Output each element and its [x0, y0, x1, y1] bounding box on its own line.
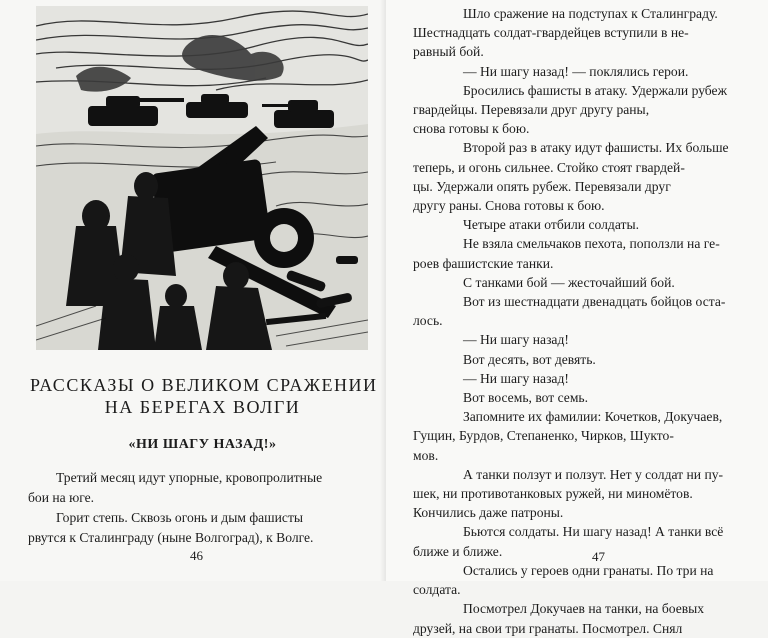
text-line: Не взяла смельчаков пехота, поползли на ге- — [463, 236, 720, 252]
text-line: — Ни шагу назад! — [463, 370, 569, 386]
text-line: Вот десять, вот девять. — [463, 351, 596, 367]
text-line: рвутся к Сталинграду (ныне Волгоград), к Волге. — [28, 530, 314, 545]
text-line: Четыре атаки отбили солдаты. — [463, 217, 639, 233]
text-line: С танками бой — жесточайший бой. — [463, 274, 675, 290]
text-line: — Ни шагу назад! — поклялись герои. — [463, 63, 689, 79]
text-line: бои на юге. — [28, 490, 95, 505]
text-line: Бросились фашисты в атаку. Удержали рубеж — [463, 82, 727, 98]
text-line: Шло сражение на подступах к Сталинграду. — [463, 6, 718, 21]
text-line: Посмотрел Докучаев на танки, на боевых — [463, 601, 705, 617]
left-page-text — [28, 468, 368, 548]
text-line: Горит степь. Сквозь огонь и дым фашисты — [56, 510, 304, 525]
text-line: цы. Удержали опять рубеж. Перевязали друг — [413, 178, 671, 194]
text-line: Бьются солдаты. Ни шагу назад! А танки всё — [463, 524, 724, 540]
text-line: роев фашистские танки. — [413, 255, 554, 271]
text-line: Запомните их фамилии: Кочетков, Докучаев, — [463, 409, 723, 425]
text-line: Вот восемь, вот семь. — [463, 390, 589, 406]
text-line: теперь, и огонь сильнее. Стойко стоят гвардей- — [413, 159, 685, 175]
left-page — [0, 0, 386, 581]
text-line: лось. — [413, 313, 443, 329]
text-line: равный бой. — [413, 44, 484, 60]
text-line: Остались у героев одни гранаты. По три на — [463, 562, 714, 578]
text-line: Третий месяц идут упорные, кровопролитные — [56, 470, 323, 485]
section-title-line: РАССКАЗЫ О ВЕЛИКОМ СРАЖЕНИИ — [30, 375, 378, 395]
story-title: «НИ ШАГУ НАЗАД!» — [128, 437, 277, 452]
text-line: Кончились даже патроны. — [413, 505, 564, 521]
text-line: мов. — [413, 447, 439, 463]
text-line: Гущин, Бурдов, Степаненко, Чирков, Шукто- — [413, 428, 674, 444]
text-line: Второй раз в атаку идут фашисты. Их больше — [463, 140, 729, 156]
text-line: — Ни шагу назад! — [463, 332, 569, 348]
section-title — [30, 374, 378, 418]
text-line: солдата. — [413, 582, 461, 598]
text-line: Шестнадцать солдат-гвардейцев вступили в не- — [413, 25, 689, 41]
text-line: Вот из шестнадцати двенадцать бойцов оста- — [463, 294, 726, 310]
text-line: гвардейцы. Перевязали друг другу раны, — [413, 102, 650, 118]
text-line: снова готовы к бою. — [413, 121, 530, 137]
right-page-text — [413, 4, 763, 638]
text-line: шек, ни противотанковых ружей, ни миномётов. — [413, 486, 693, 502]
section-title-line: НА БЕРЕГАХ ВОЛГИ — [104, 397, 301, 417]
page-number-left: 46 — [190, 548, 203, 563]
text-line: друзей, на свои три гранаты. Посмотрел. Снял — [413, 620, 683, 636]
battle-illustration — [36, 6, 368, 350]
text-line: другу раны. Снова готовы к бою. — [413, 198, 605, 214]
text-line: ближе и ближе. — [413, 543, 503, 559]
battle-engraving-image — [36, 6, 368, 350]
text-line: А танки ползут и ползут. Нет у солдат ни пу- — [463, 466, 724, 482]
page-number-right: 47 — [592, 549, 605, 564]
